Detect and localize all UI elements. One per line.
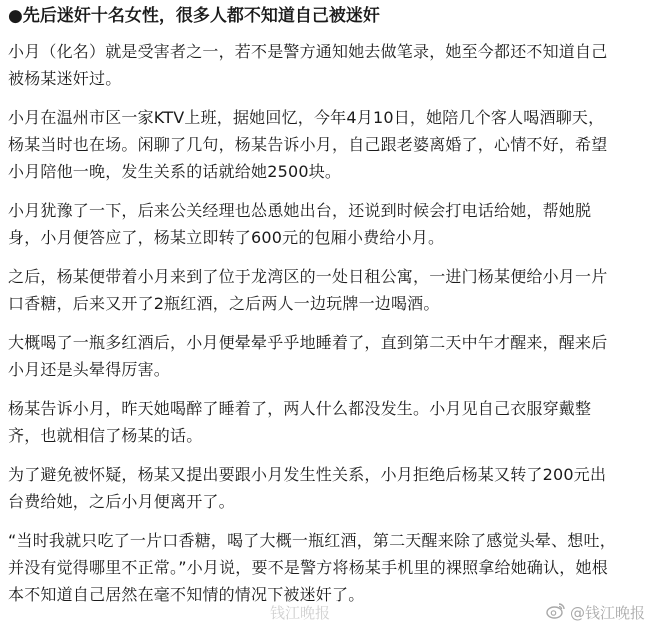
paragraph — [8, 104, 648, 185]
paragraph — [8, 527, 648, 608]
paragraph — [8, 197, 648, 251]
paragraph-line: 杨某当时也在场。闲聊了几句，杨某告诉小月，自己跟老婆离婚了，心情不好，希望 — [8, 135, 608, 154]
paragraph-line: 小月犹豫了一下，后来公关经理也怂恿她出台，还说到时候会打电话给她，帮她脱 — [8, 201, 592, 220]
paragraph-line: 台费给她，之后小月便离开了。 — [8, 492, 235, 511]
watermark-text: @钱江晚报 — [569, 604, 645, 622]
watermark — [546, 602, 645, 623]
paragraph-line: 小月在温州市区一家KTV上班，据她回忆，今年4月10日，她陪几个客人喝酒聊天， — [8, 108, 605, 127]
paragraph-line: 杨某告诉小月，昨天她喝醉了睡着了，两人什么都没发生。小月见自己衣服穿戴整 — [8, 399, 592, 418]
paragraph — [8, 395, 648, 449]
watermark-ghost: 钱江晚报 — [270, 604, 331, 622]
paragraph-line: 大概喝了一瓶多红酒后，小月便晕晕乎乎地睡着了，直到第二天中午才醒来，醒来后 — [8, 333, 608, 352]
paragraph — [8, 461, 648, 515]
article — [8, 4, 648, 620]
section-heading: ●先后迷奸十名女性，很多人都不知道自己被迷奸 — [8, 6, 380, 26]
paragraph-line: 小月还是头晕得厉害。 — [8, 360, 171, 379]
paragraph-line: 之后，杨某便带着小月来到了位于龙湾区的一处日租公寓，一进门杨某便给小月一片 — [8, 267, 608, 286]
article-body — [8, 38, 648, 608]
weibo-icon — [546, 602, 566, 623]
paragraph-line: 小月陪他一晚，发生关系的话就给她2500块。 — [8, 162, 342, 181]
paragraph-line: 被杨某迷奸过。 — [8, 69, 122, 88]
paragraph-line: 小月（化名）就是受害者之一，若不是警方通知她去做笔录，她至今都还不知道自己 — [8, 42, 608, 61]
paragraph-line: 身，小月便答应了，杨某立即转了600元的包厢小费给小月。 — [8, 228, 445, 247]
paragraph — [8, 38, 648, 92]
paragraph-line: “当时我就只吃了一片口香糖，喝了大概一瓶红酒，第二天醒来除了感觉头晕、想吐， — [8, 531, 616, 550]
paragraph-line: 本不知道自己居然在毫不知情的情况下被迷奸了。 — [8, 585, 365, 604]
paragraph-line: 为了避免被怀疑，杨某又提出要跟小月发生性关系，小月拒绝后杨某又转了200元出 — [8, 465, 607, 484]
paragraph — [8, 263, 648, 317]
paragraph-line: 并没有觉得哪里不正常。”小月说，要不是警方将杨某手机里的裸照拿给她确认，她根 — [8, 558, 608, 577]
paragraph-line: 齐，也就相信了杨某的话。 — [8, 426, 203, 445]
paragraph — [8, 329, 648, 383]
paragraph-line: 口香糖，后来又开了2瓶红酒，之后两人一边玩牌一边喝酒。 — [8, 294, 440, 313]
